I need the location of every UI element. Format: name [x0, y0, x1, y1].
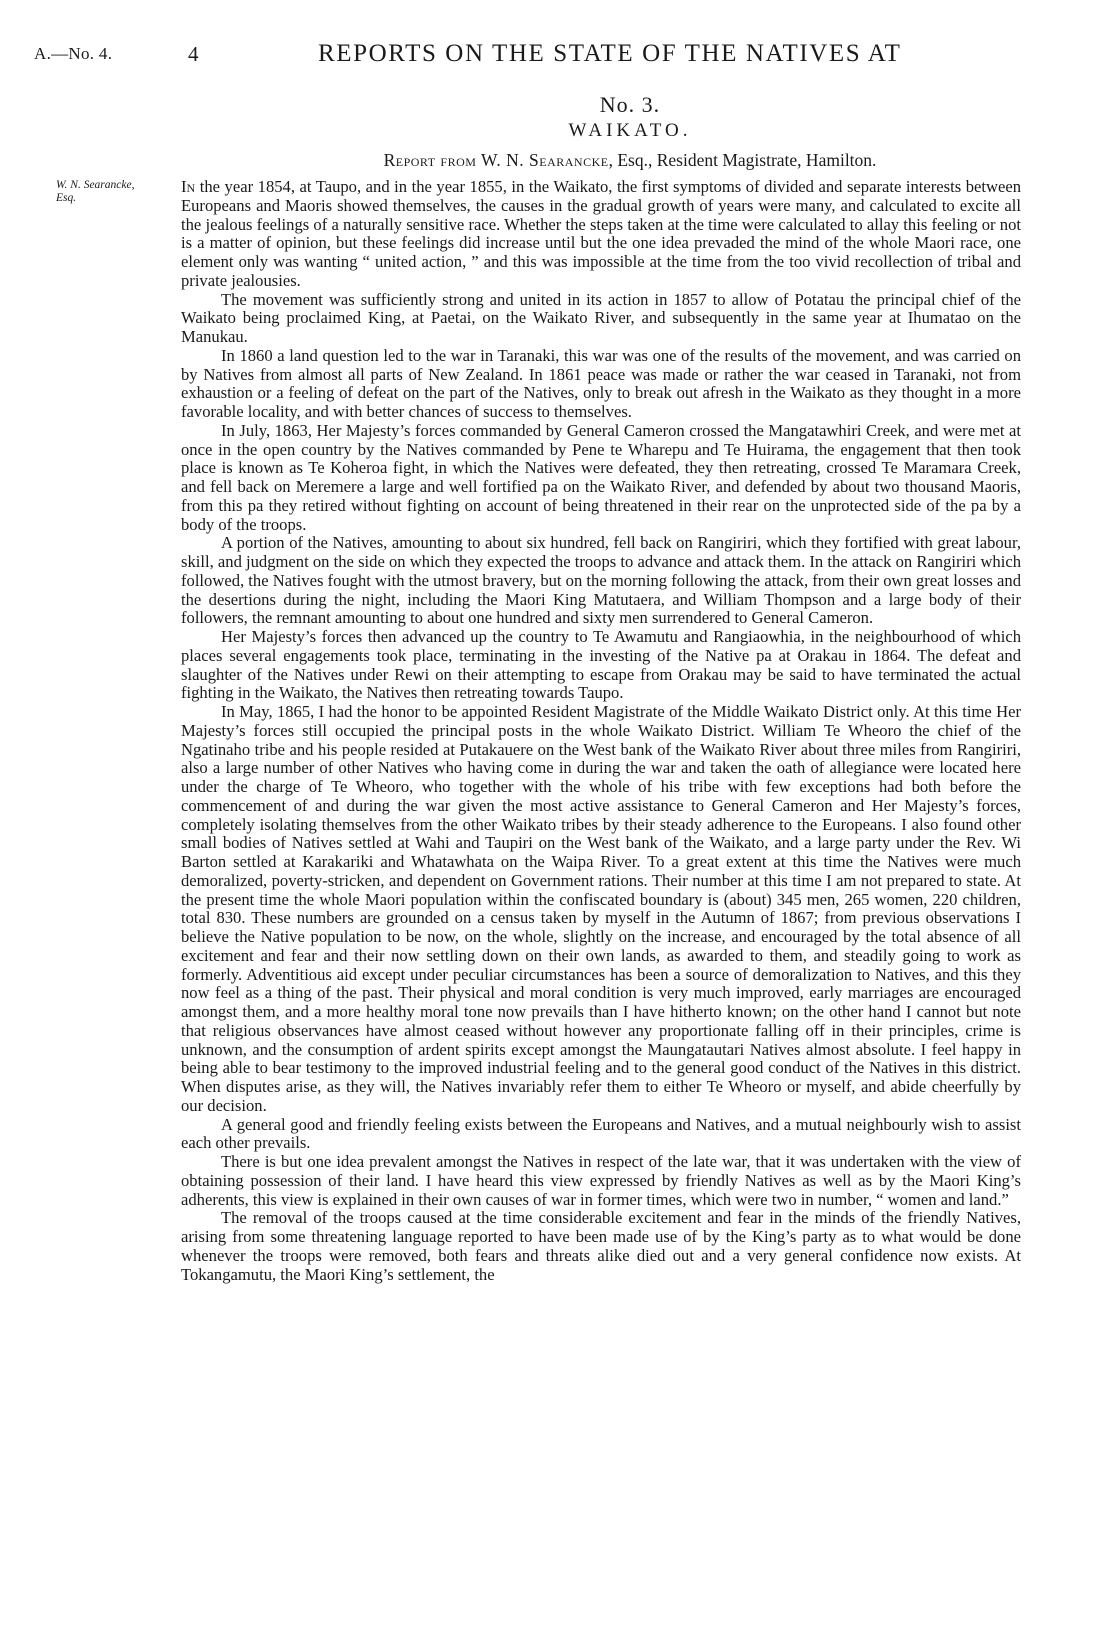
margin-note: [56, 179, 176, 205]
section-number: No. 3.: [599, 92, 661, 117]
paragraph: The removal of the troops caused at the time considerable excitement and fear in the minds of the friendly Natives, arising from some threatening language reported to have been made use of by the King’s party as to what would be done whenever the troops were removed, both fears and threats alike died out and a very general confidence now exists. At Tokangamutu, the Maori King’s settlement, the: [181, 1208, 1021, 1284]
paragraph: In 1860 a land question led to the war in Taranaki, this war was one of the results of the movement, and was carried on by Natives from almost all parts of New Zealand. In 1861 peace was made or rather the war ceased in Taranaki, not from exhaustion or a feeling of defeat on the part of the Natives, only to break out afresh in the Waikato as they thought in a more favorable locality, and with better chances of success to themselves.: [181, 345, 1021, 421]
report-body: [181, 178, 1021, 1284]
paragraph: A portion of the Natives, amounting to about six hundred, fell back on Rangiriri, which they fortified with great labour, skill, and judgment on the side on which they expected the troops to advance and attack them. In the attack on Rangiriri which followed, the Natives fought with the utmost bravery, but on the morning following the attack, from their own great losses and the desertions during the night, including the Maori King Matutaera, and William Thompson and a large body of their followers, the remnant amounting to about one hundred and sixty men surrendered to General Cameron.: [181, 533, 1021, 628]
report-author: Searancke: [529, 150, 609, 170]
report-byline: [0, 150, 1114, 171]
margin-note-line: Esq.: [56, 192, 77, 204]
section-place: WAIKATO.: [568, 120, 692, 141]
paragraph: [181, 178, 1021, 291]
paragraph: A general good and friendly feeling exists between the Europeans and Natives, and a mutual neighbourly wish to assist each other prevails.: [181, 1114, 1021, 1153]
margin-note-line: W. N. Searancke,: [56, 179, 135, 191]
paragraph: Her Majesty’s forces then advanced up the country to Te Awamutu and Rangiaowhia, in the neighbourhood of which places several engagements took place, terminating in the investing of the Native pa at Orakau in 1864. The defeat and slaughter of the Natives under Rewi on their attempting to escape from Orakau may be said to have terminated the actual fighting in the Waikato, the Natives then retreating towards Taupo.: [181, 627, 1021, 703]
paragraph: In May, 1865, I had the honor to be appointed Resident Magistrate of the Middle Waikato District only. At this time Her Majesty’s forces still occupied the principal posts in the whole Waikato District. William Te Wheoro the chief of the Ngatinaho tribe and his people resided at Putakauere on the West bank of the Waikato River about three miles from Rangiriri, also a large number of other Natives who having come in during the war and taken the oath of allegiance were located here under the charge of Te Wheoro, who together with the whole of his tribe with few exceptions had both before the commencement of and during the war given the most active assistance to General Cameron and Her Majesty’s forces, completely isolating themselves from the other Waikato tribes by their steady adherence to the Europeans. I also found other small bodies of Natives settled at Wahi and Taupiri on the West bank of the Waikato, and a large party under the Rev. Wi Barton settled at Karakariki and Whatawhata on the Waipa River. To a great extent at this time the Natives were much demoralized, poverty-stricken, and dependent on Government rations. Their number at this time I am not prepared to state. At the present time the whole Maori population within the confiscated boundary is (about) 345 men, 265 women, 220 children, total 830. These numbers are grounded on a census taken by myself in the Autumn of 1867; from previous observations I believe the Native population to be now, on the whole, slightly on the increase, and encouraged by the total absence of all excitement and fear and their now settling down on their own lands, as awarded to them, and steadily going to work as formerly. Adventitious aid except under peculiar circumstances has been a source of demoralization to Natives, and this they now feel as a thing of the past. Their physical and moral condition is very much improved, early marriages are encouraged amongst them, and a more healthy moral tone now prevails than I have hitherto known; on the other hand I cannot but note that religious observances have almost ceased without however any proportionate falling off in their principles, crime is unknown, and the consumption of ardent spirits except amongst the Maungatautari Natives almost absolute. I feel happy in being able to bear testimony to the improved industrial feeling and to the general good conduct of the Natives in this district. When disputes arise, as they will, the Natives invariably refer them to either Te Wheoro or myself, and abide cheerfully by our decision.: [181, 702, 1021, 1115]
report-byline-prefix: Report from W. N.: [383, 150, 530, 170]
paragraph: There is but one idea prevalent amongst the Natives in respect of the late war, that it was undertaken with the view of obtaining possession of their land. I have heard this view expressed by friendly Natives as well as by the Maori King’s adherents, this view is explained in their own causes of war in former times, which were two in number, “ women and land.”: [181, 1152, 1021, 1209]
paragraph: In July, 1863, Her Majesty’s forces commanded by General Cameron crossed the Mangatawhiri Creek, and were met at once in the open country by the Natives commanded by Pene te Wharepu and Te Huirama, the engagement that then took place is known as Te Koheroa fight, in which the Natives were defeated, they then retreating, crossed Te Maramara Creek, and fell back on Meremere a large and well fortified pa on the Waikato River, and defended by about two thousand Maoris, from this pa they retired without fighting on account of being threatened in their rear on the unprotected side of the pa by a body of the troops.: [181, 420, 1021, 534]
running-title: REPORTS ON THE STATE OF THE NATIVES AT: [318, 40, 902, 67]
paragraph-text: the year 1854, at Taupo, and in the year 1855, in the Waikato, the first symptoms of divided and separate interests between Europeans and Maoris showed themselves, the causes in the gradual growth of years were many, and calculated to excite all the jealous feelings of a naturally sensitive race. Whether the steps taken at the time were calculated to allay this feeling or not is a matter of opinion, but these feelings did increase until but the one idea prevaded the mind of the whole Maori race, one element only was wanting “ united action, ” and this was impossible at the time from the too vivid recollection of tribal and private jealousies.: [181, 177, 1021, 290]
page-number: 4: [188, 42, 199, 66]
paragraph-lead: In: [181, 177, 196, 196]
report-byline-suffix: , Esq., Resident Magistrate, Hamilton.: [608, 150, 877, 170]
document-reference: A.—No. 4.: [34, 44, 113, 63]
paragraph: The movement was sufficiently strong and united in its action in 1857 to allow of Potatau the principal chief of the Waikato being proclaimed King, at Paetai, on the Waikato River, and subsequently in the same year at Ihumatao on the Manukau.: [181, 289, 1021, 346]
